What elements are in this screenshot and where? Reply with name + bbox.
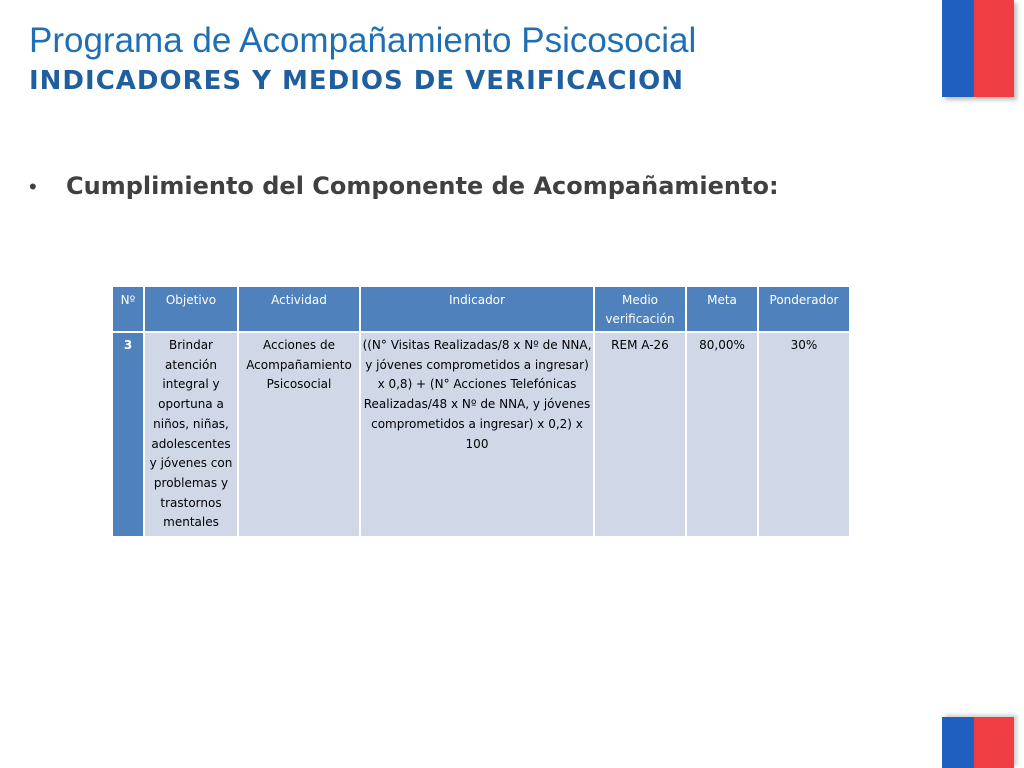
cell-num: 3	[113, 333, 143, 536]
bullet-heading: Cumplimiento del Componente de Acompañamiento:	[66, 172, 779, 200]
flag-logo-bottom	[942, 717, 1014, 768]
cell-medio-verificacion: REM A-26	[595, 333, 685, 536]
flag-logo-top	[942, 0, 1014, 97]
flag-red-stripe	[974, 717, 1014, 768]
bullet-icon: •	[29, 174, 37, 199]
cell-indicador: ((N° Visitas Realizadas/8 x Nº de NNA, y jóvenes comprometidos a ingresar) x 0,8) + (N° Acciones Telefónicas Realizadas/48 x Nº de NNA, y jóvenes comprometidos a ingresar) x 0,2) x 100	[361, 333, 593, 536]
table-header-row	[113, 287, 849, 331]
cell-ponderador: 30%	[759, 333, 849, 536]
page-title: Programa de Acompañamiento Psicosocial	[29, 21, 697, 60]
indicators-table	[111, 285, 851, 538]
column-header-indicador: Indicador	[361, 287, 593, 331]
column-header-actividad: Actividad	[239, 287, 359, 331]
flag-blue-stripe	[942, 717, 974, 768]
cell-meta: 80,00%	[687, 333, 757, 536]
cell-objetivo: Brindar atención integral y oportuna a niños, niñas, adolescentes y jóvenes con problemas y trastornos mentales	[145, 333, 237, 536]
page-subtitle: INDICADORES Y MEDIOS DE VERIFICACION	[29, 66, 685, 96]
flag-red-stripe	[974, 0, 1014, 97]
cell-actividad: Acciones de Acompañamiento Psicosocial	[239, 333, 359, 536]
column-header-medio: Medio verificación	[595, 287, 685, 331]
column-header-meta: Meta	[687, 287, 757, 331]
column-header-ponderador: Ponderador	[759, 287, 849, 331]
column-header-num: Nº	[113, 287, 143, 331]
column-header-objetivo: Objetivo	[145, 287, 237, 331]
table-row	[113, 333, 849, 536]
flag-blue-stripe	[942, 0, 974, 97]
